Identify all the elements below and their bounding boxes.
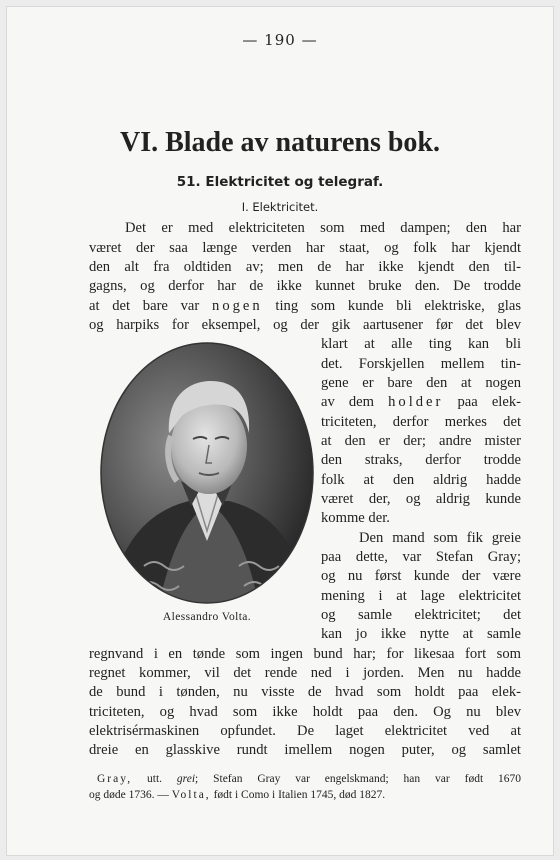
footnote-name: Gray, — [97, 773, 133, 785]
text-line: og harpiks for eksempel, og der gik aartusener før det blev — [89, 317, 521, 333]
text-line: gagns, og derfor har de ikke kunnet bruke den. De trodde — [89, 278, 521, 294]
section-title: 51. Elektricitet og telegraf. — [176, 174, 384, 190]
text-line: dreie en glasskive rundt imellem nogen puter, og samlet — [89, 742, 521, 758]
text-line: regnet kommer, vil det rende ned i jorden. Men nu hadde — [89, 665, 521, 681]
text-line: at det bare var nogen ting som kunde bli elektriske, glas — [89, 298, 522, 314]
text-line: komme der. — [321, 510, 390, 526]
text-line: elektrisérmaskinen opfundet. De laget elektricitet ved at — [89, 723, 521, 739]
text-line: Det er med elektriciteten som med dampen; den har — [125, 220, 521, 236]
pronunciation: grei — [176, 773, 196, 785]
text-line: den straks, derfor trodde — [321, 452, 521, 468]
text-line: gene er bare den at nogen — [321, 375, 521, 391]
page-number: — 190 — — [242, 31, 318, 49]
text-line: de bund i tønden, nu visste de hvad som holdt paa elek- — [89, 684, 521, 700]
chapter-title: VI. Blade av naturens bok. — [119, 127, 440, 158]
text-line: at den er der; andre mister — [321, 433, 521, 449]
text-line: triciteten, og hvad som ikke holdt paa den. Og nu blev — [89, 704, 521, 720]
text-line: det. Forskjellen mellem tin- — [321, 356, 521, 372]
text-line: kan jo ikke nytte at samle — [321, 626, 521, 642]
portrait-caption: Alessandro Volta. — [162, 611, 252, 623]
footnote-line: og døde 1736. — Volta, født i Como i Italien 1745, død 1827. — [89, 789, 386, 801]
text-line: triciteten, derfor merkes det — [321, 414, 521, 430]
text-line: og samle elektricitet; det — [321, 607, 521, 623]
volta-portrait — [99, 341, 315, 605]
text-line: av dem holder paa elek- — [321, 394, 521, 410]
text-line: klart at alle ting kan bli — [321, 336, 521, 352]
emphasis-word: holder — [388, 394, 444, 410]
text-line: været der, og aldrig kunde — [321, 491, 521, 507]
footnote-line: Gray, utt. grei; Stefan Gray var engelskmand; han var født 1670 — [97, 773, 522, 785]
book-page — [6, 6, 554, 856]
emphasis-word: nogen — [212, 298, 263, 314]
text-line: været der saa længe verden har staat, og folk har kjendt — [89, 240, 521, 256]
text-line: folk at den aldrig hadde — [321, 472, 521, 488]
text-line: mening i at lage elektricitet — [321, 588, 521, 604]
text-line: paa dette, var Stefan Gray; — [321, 549, 521, 565]
text-line: og nu først kunde der være — [321, 568, 521, 584]
text-line: Den mand som fik greie — [359, 530, 521, 546]
text-line: regnvand i en tønde som ingen bund har; for likesaa fort som — [89, 646, 521, 662]
text-line: den alt fra oldtiden av; men de har ikke kjendt den til- — [89, 259, 521, 275]
subsection-title: I. Elektricitet. — [241, 200, 319, 214]
footnote-name: Volta, — [171, 789, 211, 801]
